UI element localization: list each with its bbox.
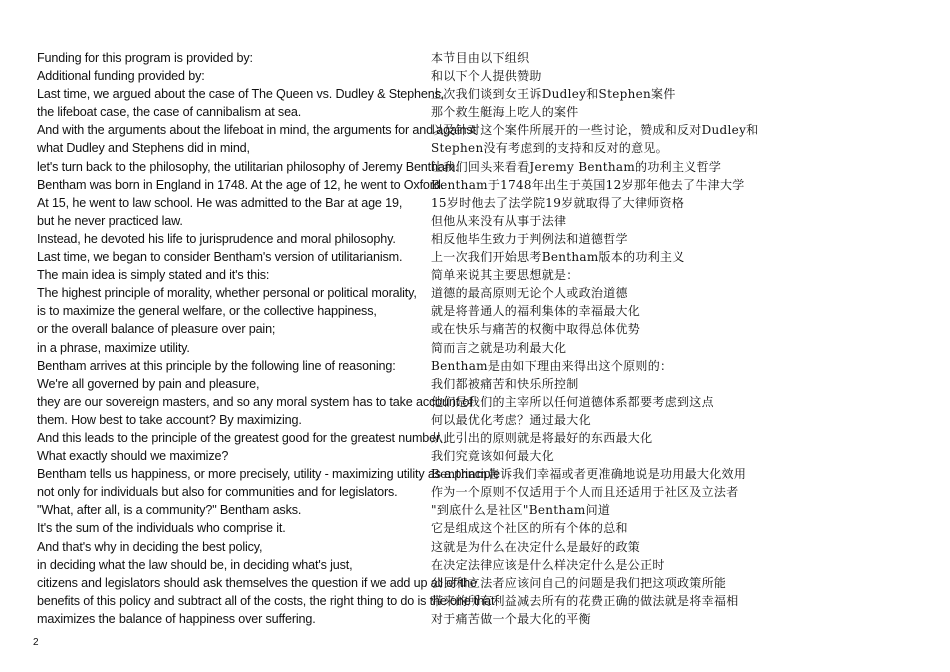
english-transcript-line: The highest principle of morality, whether personal or political morality, [37,286,417,301]
chinese-translation-line: Stephen没有考虑到的支持和反对的意见。 [431,141,668,156]
english-transcript-line: in deciding what the law should be, in deciding what's just, [37,557,353,572]
english-transcript-line: citizens and legislators should ask themselves the question if we add up all of the [37,575,477,590]
english-transcript-line: maximizes the balance of happiness over suffering. [37,611,316,626]
english-transcript-line: Bentham was born in England in 1748. At the age of 12, he went to Oxford. [37,177,445,192]
english-transcript-line: At 15, he went to law school. He was admitted to the Bar at age 19, [37,195,403,210]
chinese-translation-line: 上一次我们开始思考Bentham版本的功利主义 [431,250,685,265]
chinese-translation-line: 作为一个原则不仅适用于个人而且还适用于社区及立法者 [431,485,739,500]
chinese-translation-line: 以及针对这个案件所展开的一些讨论，赞成和反对Dudley和 [431,123,759,138]
chinese-translation-line: 他们是我们的主宰所以任何道德体系都要考虑到这点 [431,394,714,409]
english-transcript-line: not only for individuals but also for communities and for legislators. [37,485,398,500]
english-transcript-line: is to maximize the general welfare, or the collective happiness, [37,304,377,319]
chinese-translation-line: 和以下个人提供赞助 [431,69,542,84]
english-transcript-line: they are our sovereign masters, and so any moral system has to take account of [37,394,473,409]
chinese-translation-line: Bentham是由如下理由来得出这个原则的： [431,358,673,373]
chinese-translation-line: 就是将普通人的福利集体的幸福最大化 [431,304,641,319]
english-transcript-line: We're all governed by pain and pleasure, [37,376,260,391]
chinese-translation-line: "到底什么是社区"Bentham问道 [431,503,611,518]
english-transcript-line: them. How best to take account? By maximizing. [37,412,302,427]
chinese-translation-line: 公民和立法者应该问自己的问题是我们把这项政策所能 [431,575,727,590]
chinese-translation-line: 相反他毕生致力于判例法和道德哲学 [431,231,628,246]
english-transcript-line: And this leads to the principle of the greatest good for the greatest number. [37,430,443,445]
chinese-translation-line: 上次我们谈到女王诉Dudley和Stephen案件 [431,87,676,102]
english-transcript-line: or the overall balance of pleasure over pain; [37,322,276,337]
chinese-translation-line: 让我们回头来看看Jeremy Bentham的功利主义哲学 [431,159,722,174]
english-transcript-line: Instead, he devoted his life to jurisprudence and moral philosophy. [37,231,396,246]
chinese-translation-line: 我们都被痛苦和快乐所控制 [431,376,579,391]
english-transcript-line: but he never practiced law. [37,213,183,228]
chinese-translation-line: 我们究竟该如何最大化 [431,449,555,464]
chinese-translation-line: 对于痛苦做一个最大化的平衡 [431,611,591,626]
english-transcript-line: Bentham tells us happiness, or more precisely, utility - maximizing utility as a principle [37,467,500,482]
english-transcript-line: And with the arguments about the lifeboat in mind, the arguments for and against [37,123,476,138]
english-transcript-line: And that's why in deciding the best policy, [37,539,263,554]
chinese-translation-line: 15岁时他去了法学院19岁就取得了大律师资格 [431,195,685,210]
chinese-translation-line: 在决定法律应该是什么样决定什么是公正时 [431,557,665,572]
english-transcript-line: "What, after all, is a community?" Bentham asks. [37,503,302,518]
english-transcript-line: Bentham arrives at this principle by the following line of reasoning: [37,358,396,373]
chinese-translation-line: 但他从来没有从事于法律 [431,213,567,228]
english-transcript-line: what Dudley and Stephens did in mind, [37,141,250,156]
chinese-translation-line: 或在快乐与痛苦的权衡中取得总体优势 [431,322,641,337]
chinese-translation-line: 带来的所有利益减去所有的花费正确的做法就是将幸福相 [431,593,739,608]
chinese-translation-line: 它是组成这个社区的所有个体的总和 [431,521,628,536]
chinese-translation-line: 简单来说其主要思想就是： [431,268,579,283]
chinese-translation-line: 从此引出的原则就是将最好的东西最大化 [431,430,653,445]
english-transcript-line: Last time, we argued about the case of The Queen vs. Dudley & Stephens, [37,87,445,102]
english-transcript-line: Additional funding provided by: [37,69,205,84]
english-transcript-line: It's the sum of the individuals who comprise it. [37,521,286,536]
chinese-translation-line: 简而言之就是功利最大化 [431,340,567,355]
chinese-translation-line: 道德的最高原则无论个人或政治道德 [431,286,628,301]
chinese-translation-line: 本节目由以下组织 [431,51,530,65]
english-transcript-line: Last time, we began to consider Bentham's version of utilitarianism. [37,250,403,265]
chinese-translation-column [431,49,761,628]
english-transcript-line: benefits of this policy and subtract all of the costs, the right thing to do is the one that [37,593,495,608]
english-transcript-line: let's turn back to the philosophy, the utilitarian philosophy of Jeremy Bentham. [37,159,459,174]
chinese-translation-line: 那个救生艇海上吃人的案件 [431,105,579,120]
chinese-translation-line: Bentham告诉我们幸福或者更准确地说是功用最大化效用 [431,467,747,482]
english-transcript-line: the lifeboat case, the case of cannibalism at sea. [37,105,302,120]
chinese-translation-line: 这就是为什么在决定什么是最好的政策 [431,539,641,554]
english-transcript-line: in a phrase, maximize utility. [37,340,190,355]
english-transcript-line: Funding for this program is provided by: [37,51,253,65]
chinese-translation-line: 何以最优化考虑？通过最大化 [431,412,591,427]
chinese-translation-line: Bentham于1748年出生于英国12岁那年他去了牛津大学 [431,177,745,192]
page-number: 2 [33,637,39,648]
english-transcript-line: What exactly should we maximize? [37,449,229,464]
english-transcript-line: The main idea is simply stated and it's this: [37,268,270,283]
